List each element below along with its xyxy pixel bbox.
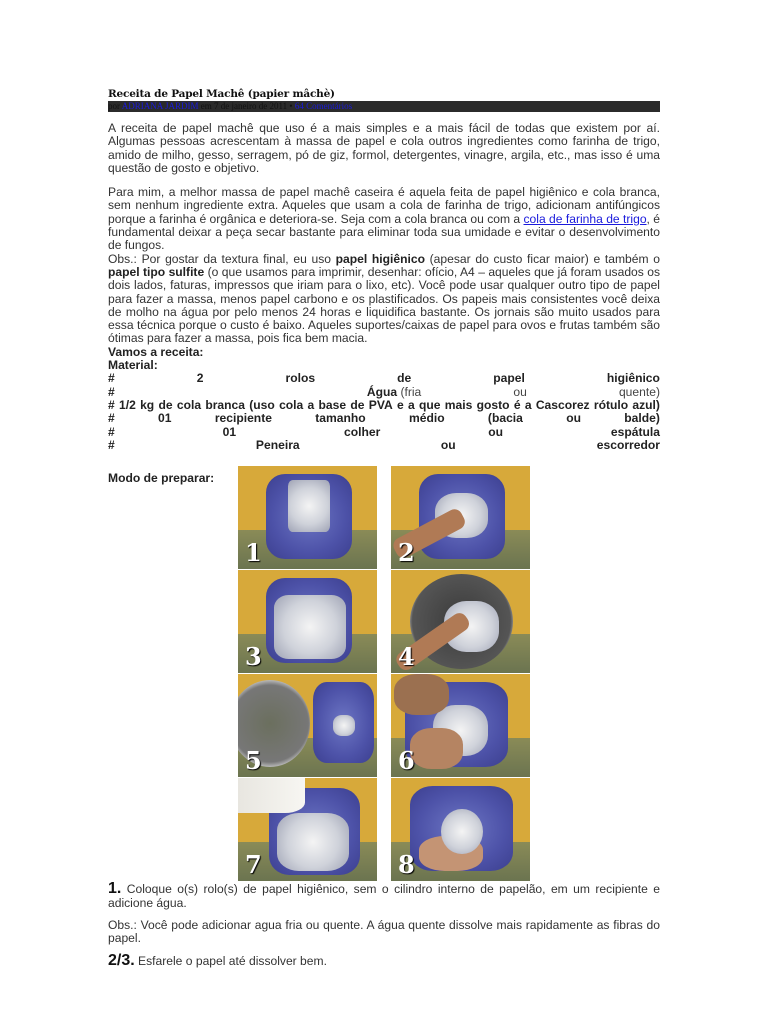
step-2-3: [108, 951, 660, 969]
article: [108, 88, 660, 485]
obs-text-1: Obs.: Por gostar da textura final, eu uso: [108, 251, 336, 266]
obs-text-2: (apesar do custo ficar maior) e também o: [424, 251, 660, 266]
intro-paragraph-2: [108, 186, 660, 252]
comments-link[interactable]: 64 Comentários: [294, 101, 353, 111]
materials-list: [108, 372, 660, 452]
modo-heading: Modo de preparar:: [108, 471, 215, 486]
step-photo-3: [238, 570, 377, 673]
material-item: # 01 recipiente tamanho médio (bacia ou balde): [108, 411, 660, 426]
obs-text-3: (o que usamos para imprimir, desenhar: ofício, A4 – aqueles que já foram usados os dois lados, faturas, impressos que iriam para o lixo, etc). Você pode usar qualquer outro tipo de papel para fazer a massa, menos papel carbono e os plastificados. Os papeis mais consistentes você deixa de molho na água por pelo menos 24 horas e liquidifica bastante. Os jornais são muito usados para essa técnica porque o custo é baixo. Aqueles suportes/caixas de papel para ovos e frutas também são ótimas para fazer a massa, pois fica bem macia.: [108, 264, 660, 346]
photo-number: 3: [245, 642, 262, 671]
material-heading: Material:: [108, 358, 158, 373]
step-1: [108, 882, 660, 910]
step-photo-7: [238, 778, 377, 881]
photo-number: 2: [398, 538, 415, 567]
hand-shape: [394, 674, 450, 715]
step-photo-4: [391, 570, 530, 673]
step-1-obs: Obs.: Você pode adicionar agua fria ou quente. A água quente dissolve mais rapidamente as fibras do papel.: [108, 918, 660, 946]
p2-text-before: Para mim, a melhor massa de papel machê caseira é aquela feita de papel higiênico e cola branca, sem nenhum ingrediente extra. Aqueles que usam a cola de farinha de trigo, adicionam antifúngicos porque a farinha é orgânica e deteriora-se. Seja com a cola branca ou com a: [108, 185, 660, 226]
p2-text-after: , é fundamental deixar a peça secar bastante para eliminar toda sua umidade e evitar o desenvolvimento de fungos.: [108, 211, 660, 253]
photo-number: 5: [245, 746, 262, 775]
papier-mache-ball: [441, 809, 483, 854]
material-item: # 01 colher ou espátula: [108, 424, 660, 439]
material-item: # 2 rolos de papel higiênico: [108, 371, 660, 386]
step-photo-8: [391, 778, 530, 881]
intro-paragraph-1: A receita de papel machê que uso é a mais simples e a mais fácil de todas que existem por aí. Algumas pessoas acrescentam à massa de papel e cola outros ingredientes como farinha de trigo, amido de milho, gesso, serragem, pó de giz, formol, detergentes, vinagre, argila, etc., mas isso é uma questão de gosto e objetivo.: [108, 121, 660, 175]
step-text: Esfarele o papel até dissolver bem.: [134, 953, 327, 968]
step-photo-5: [238, 674, 377, 777]
material-item: # 1/2 kg de cola branca (uso cola a base de PVA e a que mais gosto é a Cascorez rótulo azul): [108, 397, 660, 412]
byline-prefix: por: [108, 101, 122, 111]
step-number: 1.: [108, 880, 122, 897]
photo-number: 1: [245, 538, 262, 567]
byline-date: em 7 de janeiro de 2011 •: [198, 101, 295, 111]
photo-number: 6: [398, 746, 415, 775]
step-photo-1: [238, 466, 377, 569]
instructions: [108, 882, 660, 968]
cola-farinha-link[interactable]: cola de farinha de trigo: [523, 211, 647, 226]
step-photo-2: [391, 466, 530, 569]
photo-number: 4: [398, 642, 415, 671]
step-text: Coloque o(s) rolo(s) de papel higiênico, sem o cilindro interno de papelão, em um recipiente e adicione água.: [108, 882, 660, 910]
photo-grid: [238, 466, 530, 880]
byline-bar: [108, 101, 660, 112]
hand-shape: [410, 728, 463, 769]
obs-bold-papel-sulfite: papel tipo sulfite: [108, 264, 205, 279]
author-link[interactable]: ADRIANA JARDIM: [121, 101, 199, 111]
obs-bold-papel-higienico: papel higiênico: [335, 251, 425, 266]
step-photo-6: [391, 674, 530, 777]
photo-number: 8: [398, 850, 415, 879]
material-item: # Água (fria ou quente): [108, 384, 660, 399]
post-title: Receita de Papel Machê (papier mâchè): [108, 88, 335, 100]
step-number: 2/3.: [108, 951, 135, 969]
glue-bottle-shape: [238, 778, 305, 813]
photo-number: 7: [245, 850, 262, 879]
obs-paragraph: [108, 253, 660, 346]
recipe-heading: Vamos a receita:: [108, 344, 204, 359]
material-item: # Peneira ou escorredor: [108, 437, 660, 452]
